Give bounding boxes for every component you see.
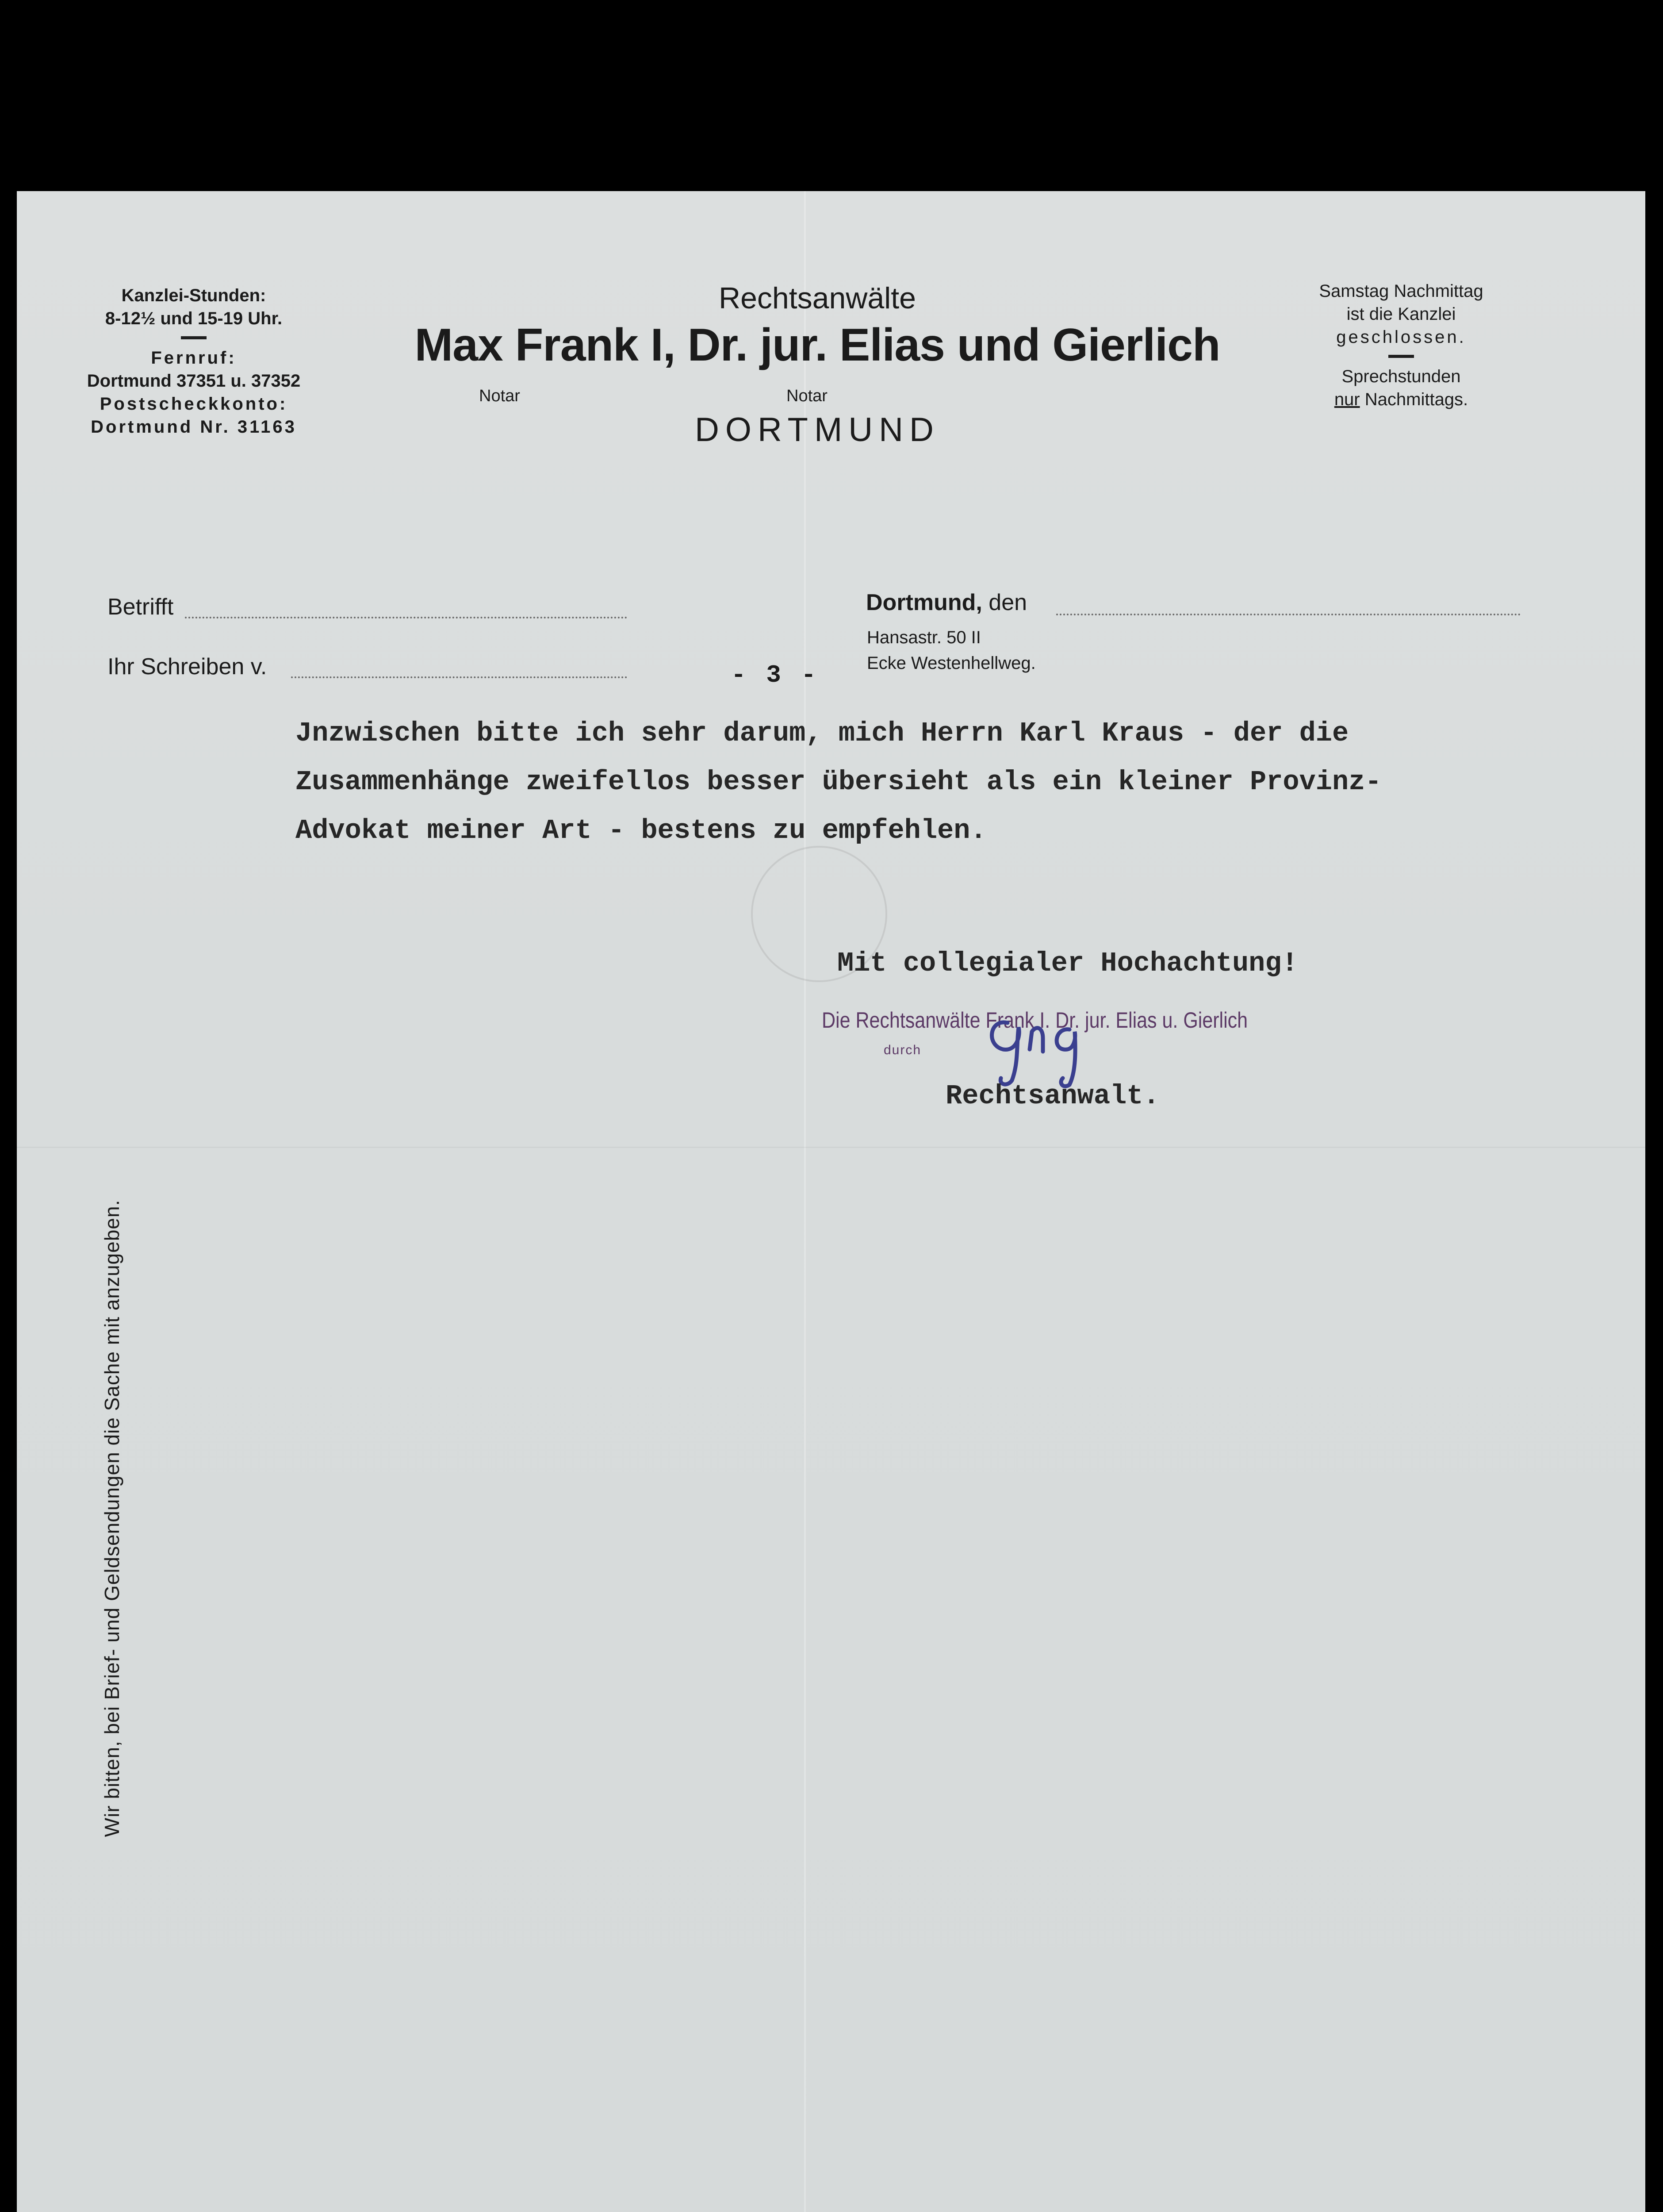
address-line-2: Ecke Westenhellweg. xyxy=(867,653,1036,673)
letter-sheet xyxy=(17,191,1645,2212)
address-line-1: Hansastr. 50 II xyxy=(867,628,981,647)
side-note: Wir bitten, bei Brief- und Geldsendungen die Sache mit anzugeben. xyxy=(100,1199,123,1837)
your-letter-label: Ihr Schreiben v. xyxy=(107,654,267,680)
closing-salutation: Mit collegialer Hochachtung! xyxy=(837,948,1298,979)
closed-note-line2: ist die Kanzlei xyxy=(1346,304,1456,324)
notar-label-2: Notar xyxy=(786,387,828,405)
closed-note-line1: Samstag Nachmittag xyxy=(1319,281,1483,301)
body-line-1: Jnzwischen bitte ich sehr darum, mich Herrn Karl Kraus - der die xyxy=(295,718,1349,749)
fold-line-vertical xyxy=(804,191,806,2212)
stamp-by: durch xyxy=(884,1043,922,1057)
your-letter-line xyxy=(291,676,627,678)
consultation-emphasis: nur xyxy=(1334,390,1360,409)
letterhead-right xyxy=(1277,280,1525,411)
consultation-times xyxy=(1277,388,1525,411)
handwritten-signature xyxy=(981,996,1114,1089)
postal-account-label: Postscheckkonto: xyxy=(100,394,288,414)
letterhead-left xyxy=(74,284,313,438)
subject-label: Betrifft xyxy=(107,594,174,620)
closing-title: Rechtsanwalt. xyxy=(946,1080,1160,1112)
closed-note-line3: geschlossen. xyxy=(1336,327,1466,347)
body-line-3: Advokat meiner Art - bestens zu empfehlen. xyxy=(295,815,987,846)
page-number: - 3 - xyxy=(731,661,819,689)
date-city: Dortmund, xyxy=(866,590,982,615)
subject-line xyxy=(185,617,627,618)
office-hours-value: 8-12½ und 15-19 Uhr. xyxy=(105,309,283,328)
body-line-2: Zusammenhänge zweifellos besser übersieht als ein kleiner Provinz- xyxy=(295,766,1382,798)
lawyers-label: Rechtsanwälte xyxy=(718,281,916,315)
notar-label-1: Notar xyxy=(479,387,520,405)
consultation-label: Sprechstunden xyxy=(1341,367,1461,386)
divider xyxy=(1388,355,1414,358)
divider xyxy=(181,336,207,339)
postal-account-value: Dortmund Nr. 31163 xyxy=(91,417,297,437)
city-name: DORTMUND xyxy=(695,411,940,449)
phone-value: Dortmund 37351 u. 37352 xyxy=(87,371,301,391)
consultation-rest: Nachmittags. xyxy=(1364,390,1468,409)
office-hours-label: Kanzlei-Stunden: xyxy=(121,286,266,305)
date-label xyxy=(866,589,1027,616)
firm-stamp: Die Rechtsanwälte Frank I. Dr. jur. Elias u. Gierlich xyxy=(822,1008,1248,1033)
phone-label: Fernruf: xyxy=(151,348,237,368)
firm-address xyxy=(867,625,1036,676)
fold-line-horizontal xyxy=(17,1147,1645,1148)
letterhead-center xyxy=(344,280,1291,449)
firm-name: Max Frank I, Dr. jur. Elias und Gierlich xyxy=(414,319,1220,371)
date-line xyxy=(1056,614,1521,615)
date-den: den xyxy=(989,590,1027,615)
